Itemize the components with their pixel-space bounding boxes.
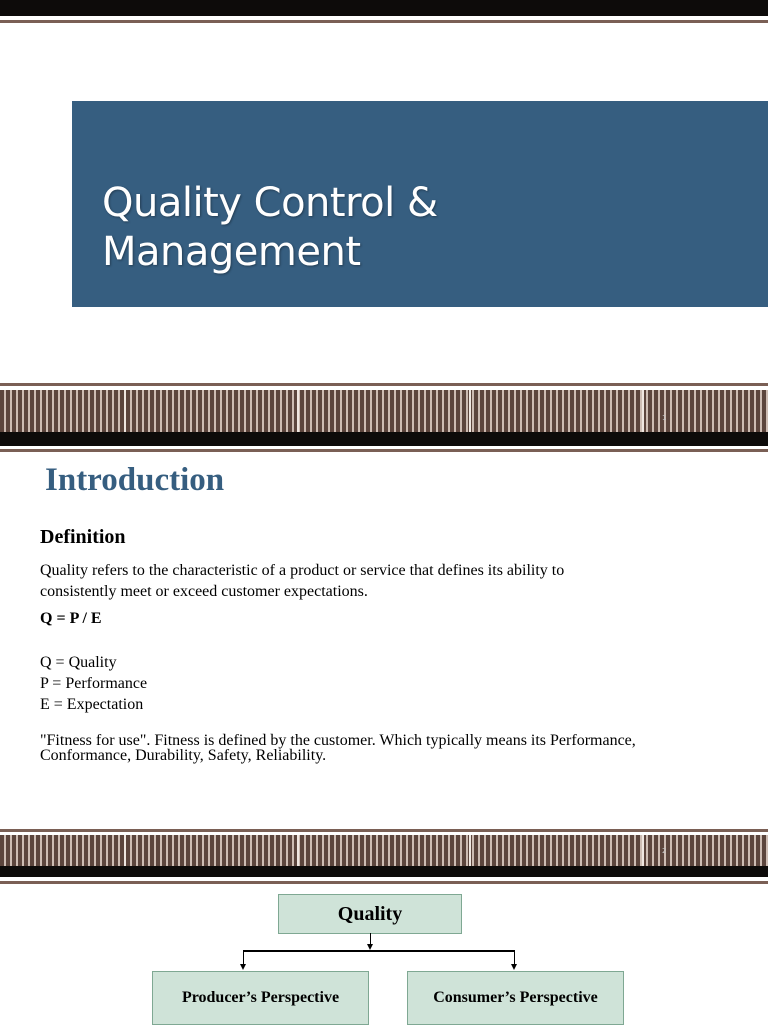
stripe-divider (297, 390, 299, 432)
title-line-1: Quality Control & (102, 180, 438, 226)
title-banner (72, 101, 768, 307)
separator-2-black (0, 866, 768, 877)
connector-right-down (514, 951, 515, 964)
separator-2-line-bottom (0, 881, 768, 884)
separator-2-line-top (0, 829, 768, 832)
intro-heading: Introduction (45, 462, 225, 498)
stripe-divider (124, 390, 126, 432)
separator-1-black (0, 432, 768, 446)
quality-root-box: Quality (278, 894, 462, 934)
title-line-2: Management (102, 229, 361, 275)
arrow-down-icon (240, 964, 246, 970)
definition-line-2: consistently meet or exceed customer expectations. (40, 583, 368, 600)
separator-1-stripes (0, 390, 768, 432)
def-quality: Q = Quality (40, 654, 117, 671)
separator-1-line-top (0, 383, 768, 386)
definition-subheading: Definition (40, 526, 126, 548)
formula-definitions (40, 652, 147, 715)
producer-perspective-box: Producer’s Perspective (152, 971, 369, 1025)
consumer-perspective-box: Consumer’s Perspective (407, 971, 624, 1025)
top-divider-line (0, 20, 768, 23)
page-number-1: 1 (662, 414, 667, 422)
def-expectation: E = Expectation (40, 696, 144, 713)
slide-title (102, 179, 702, 277)
fitness-line-1: "Fitness for use". Fitness is defined by the customer. Which typically means its Performance, (40, 732, 636, 749)
stripe-divider (642, 390, 644, 432)
connector-left-down (243, 951, 244, 964)
fitness-line-2: Conformance, Durability, Safety, Reliability. (40, 747, 327, 764)
def-performance: P = Performance (40, 675, 148, 692)
definition-line-1: Quality refers to the characteristic of a product or service that defines its ability to (40, 562, 565, 579)
page-number-2: 2 (662, 847, 667, 855)
quality-formula: Q = P / E (40, 610, 102, 627)
fitness-text (40, 733, 720, 763)
connector-root-down (370, 933, 371, 944)
top-black-band (0, 0, 768, 16)
stripe-divider (469, 390, 471, 432)
connector-horizontal (243, 950, 515, 952)
separator-1-line-bottom (0, 449, 768, 452)
arrow-down-icon (511, 964, 517, 970)
